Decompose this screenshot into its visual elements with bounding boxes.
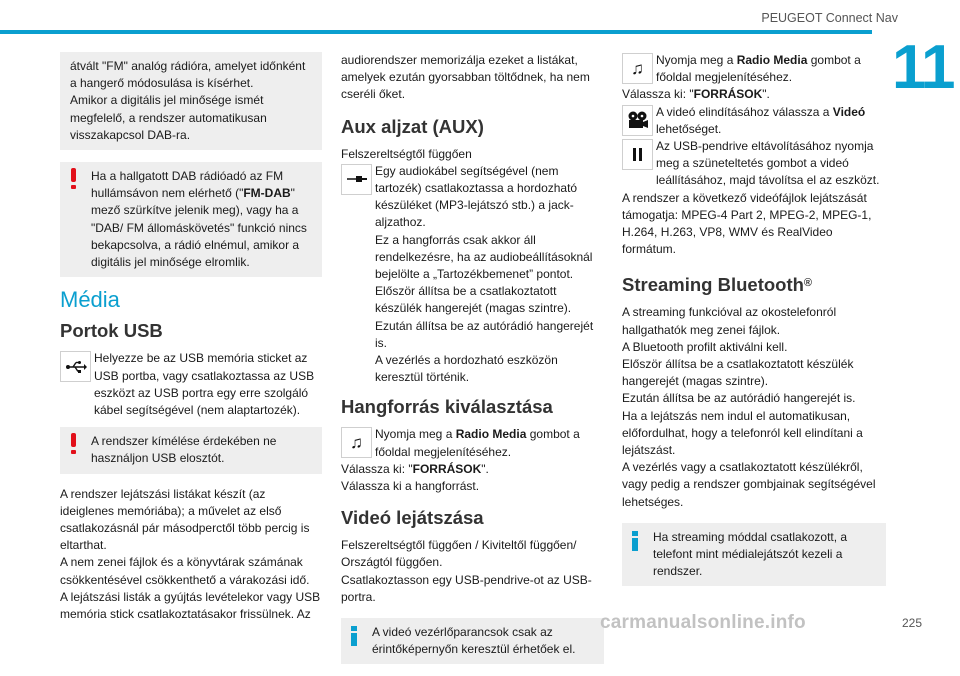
video-film-icon [622, 105, 653, 136]
bluetooth-info-text: Ha streaming móddal csatlakozott, a telefont mint médialejátszót kezeli a rendszer. [653, 529, 848, 579]
dab-info-box [60, 52, 322, 150]
usb-remove-text: Az USB-pendrive eltávolításához nyomja meg a szüneteltetés gombot a videó leállításához, majd távolítsa el az eszközt. [656, 139, 880, 188]
bluetooth-info-box [622, 523, 886, 587]
video-start-text: A videó elindításához válassza a Videó lehetőséget. [656, 104, 866, 136]
pause-icon [622, 139, 653, 170]
usb-icon [60, 351, 91, 382]
playlist-continued-text: audiorendszer memorizálja ezeket a listákat, amelyek ezután gyorsabban töltődnek, ha nem cseréli őket. [341, 53, 590, 102]
dab-warning-box [60, 162, 322, 277]
video-start-instruction [622, 104, 886, 138]
column-2 [341, 52, 604, 676]
video-connect-text: Csatlakoztasson egy USB-pendrive-ot az USB-portra. [341, 572, 592, 604]
radio-media-instruction [622, 52, 886, 86]
page-number: 225 [901, 616, 922, 630]
jack-cable-icon [341, 164, 372, 195]
video-info-text: A videó vezérlőparancsok csak az érintőképernyőn keresztül érhetőek el. [372, 625, 576, 657]
info-icon [351, 626, 357, 646]
heading-source-selection: Hangforrás kiválasztása [341, 396, 553, 418]
dab-fallback-text: átvált "FM" analóg rádióra, amelyet időnként a hangerő módosulása is kísérhet. Amikor a digitális jel minősége ismét megfelelő, a rendszer automatikusan visszakapcsol DAB-ra. [70, 59, 306, 142]
heading-aux: Aux aljzat (AUX) [341, 115, 484, 137]
select-sources-text: Válassza ki: "FORRÁSOK". [622, 87, 770, 102]
music-note-icon: ♫ [622, 53, 653, 84]
info-icon [632, 531, 638, 551]
usb-hub-warning-box [60, 427, 322, 473]
heading-bluetooth-streaming: Streaming Bluetooth® [622, 274, 813, 296]
source-select-text-2: Válassza ki a hangforrást. [341, 479, 480, 494]
chapter-number: 11 [892, 33, 954, 102]
heading-video-playback: Videó lejátszása [341, 507, 484, 529]
source-select-text: Válassza ki: "FORRÁSOK". [341, 461, 489, 476]
usb-hub-warning-text: A rendszer kímélése érdekében ne használjon USB elosztót. [91, 434, 277, 466]
section-title-media: Média [60, 287, 120, 313]
column-1 [60, 52, 322, 623]
heading-usb-ports: Portok USB [60, 320, 163, 342]
usb-instruction [60, 350, 322, 419]
column-3 [622, 52, 886, 598]
playlist-text: A rendszer lejátszási listákat készít (az ideiglenes memóriába); a művelet az első csatlakozásnál pár másodperctől több percig is eltarthat. A nem zenei fájlok és a könyvtárak számának csökkentésével csökkenthető a várakozási idő. A lejátszási listák a gyújtás levételekor vagy USB memória stick csatlakoztatásakor frissülnek. Az [60, 486, 321, 622]
aux-instruction [341, 163, 604, 387]
header-accent-bar [0, 30, 872, 34]
usb-remove-instruction [622, 138, 886, 190]
aux-cable-text: Egy audiokábel segítségével (nem tartozék) csatlakoztassa a hordozható készüléket (MP3-lejátszó stb.) a jack-aljzathoz. Ez a hangforrás csak akkor áll rendelkezésre, ha az audiobeállításoknál bejelölte a „Tartozékbemenet” pontot. Először állítsa be a csatlakoztatott készülék hangerejét (magas szintre). Ezután állítsa be az autórádió hangerejét is. A vezérlés a hordozható eszközön keresztül történik. [375, 163, 594, 385]
dab-warning-text: Ha a hallgatott DAB rádióadó az FM hullámsávon nem elérhető ("FM-DAB" mező szürkítve jelenik meg), vagy ha a "DAB/ FM állomáskövetés" funkció nincs bekapcsolva, a rádió elnémul, amikor a digitális jel minősége elromlik. [91, 169, 307, 270]
video-formats-text: A rendszer a következő videófájlok lejátszását támogatja: MPEG-4 Part 2, MPEG-2, MPEG-1, H.264, H.263, VP8, WMV és RealVideo formátum. [622, 190, 872, 257]
video-info-box [341, 618, 604, 664]
page-header-title: PEUGEOT Connect Nav [761, 11, 898, 25]
source-press-text: Nyomja meg a Radio Media gombot a főoldal megjelenítéséhez. [375, 427, 580, 459]
music-note-icon: ♫ [341, 427, 372, 458]
aux-equipment-note: Felszereltségtől függően [341, 146, 472, 161]
source-instruction [341, 426, 604, 460]
usb-text: Helyezze be az USB memória sticket az USB portba, vagy csatlakoztassa az USB eszközt az USB portra egy erre szolgáló kábel segítségével (nem alaptartozék). [94, 351, 315, 418]
video-equipment-note: Felszereltségtől függően / Kiviteltől függően/ Országtól függően. [341, 538, 577, 570]
press-radio-media-text: Nyomja meg a Radio Media gombot a főoldal megjelenítéséhez. [656, 53, 861, 85]
bluetooth-streaming-text: A streaming funkcióval az okostelefonról hallgathatók meg zenei fájlok. A Bluetooth profilt aktiválni kell. Először állítsa be a csatlakoztatott készülék hangerejét (magas szintre). Ezután állítsa be az autórádió hangerejét is. Ha a lejátszás nem indul el automatikusan, előfordulhat, hogy a telefonról kell elindítani a lejátszást. A vezérlés vagy a csatlakoztatott készülékről, vagy pedig a rendszer gombjainak segítségével lehetséges. [622, 305, 876, 509]
warning-icon [70, 168, 77, 190]
warning-icon [70, 433, 77, 455]
watermark-text: carmanualsonline.info [600, 612, 806, 633]
